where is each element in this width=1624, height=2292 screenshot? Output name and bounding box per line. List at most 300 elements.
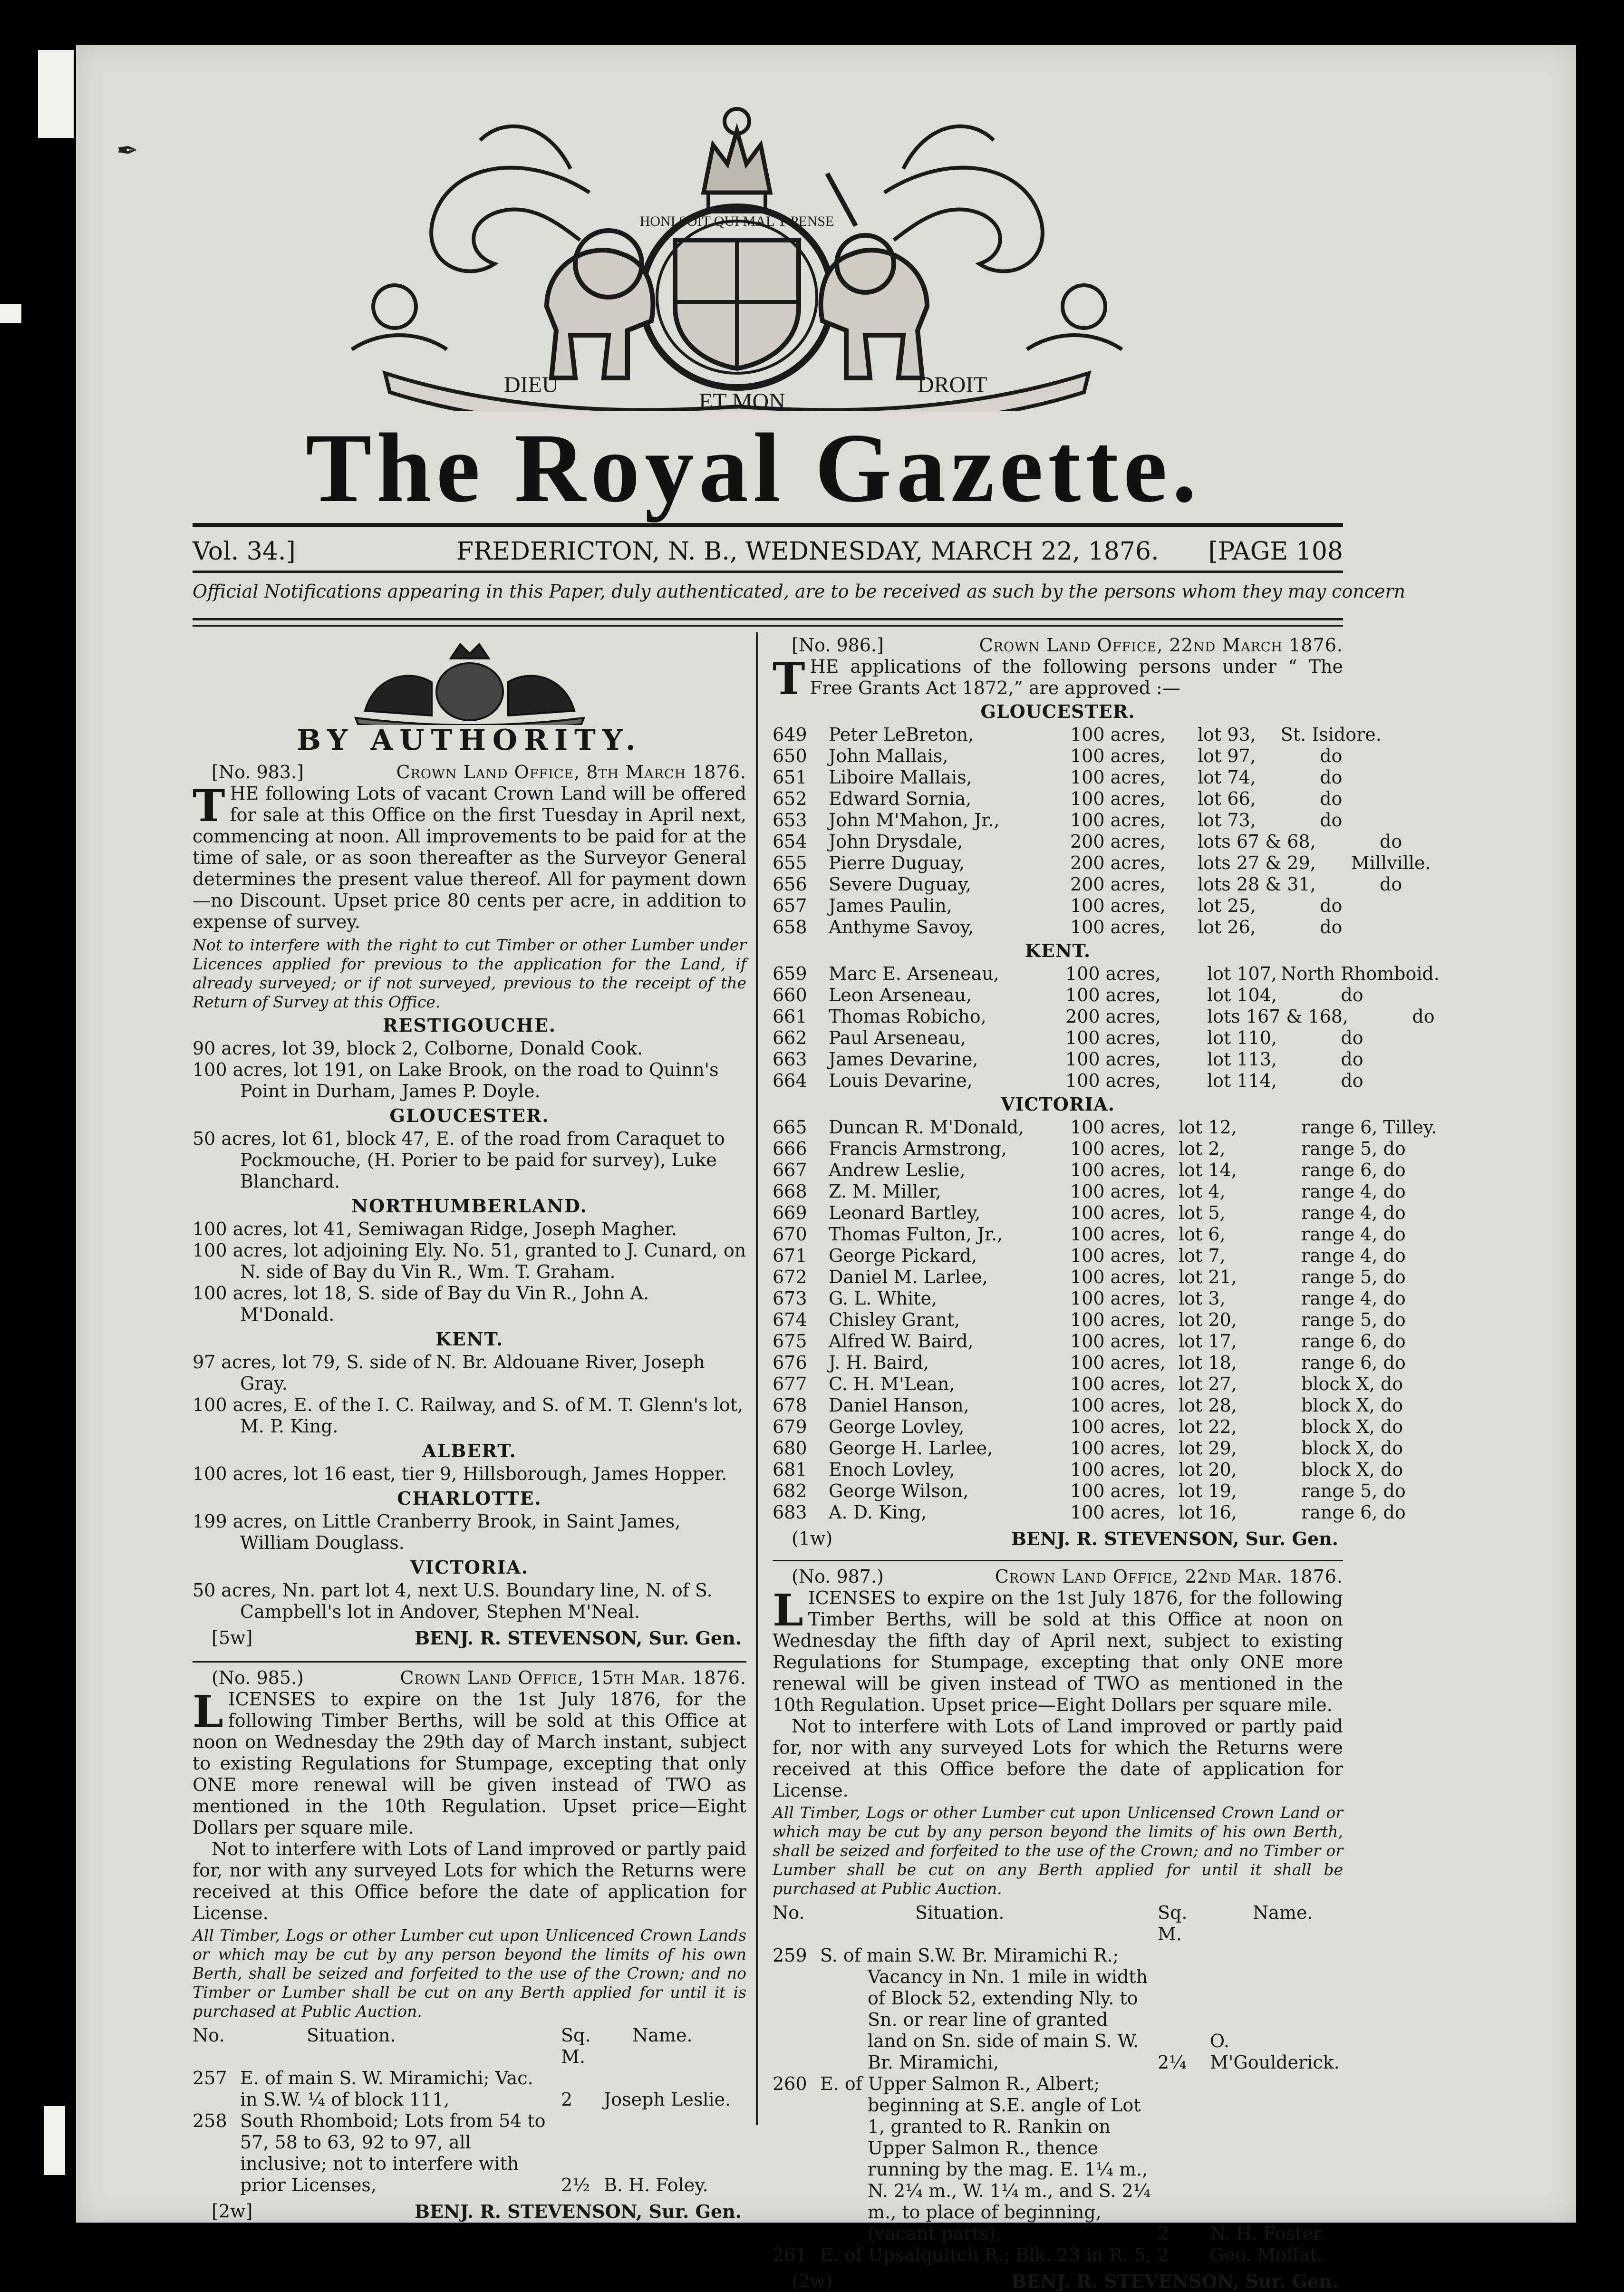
grant-lot: lot 16, [1179,1502,1237,1523]
grant-lot: lot 25, [1198,895,1256,916]
berth-sqm: 2 [1158,2223,1170,2244]
grant-name: Francis Armstrong, [829,1138,1007,1159]
signature: BENJ. R. STEVENSON, Sur. Gen. [414,2201,742,2222]
grant-no: 654 [773,831,807,852]
list-item [773,895,1343,917]
insertion-tag: (2w) [792,2271,833,2292]
grant-place: do [1320,745,1343,766]
list-item [773,1288,1406,1309]
grant-lot: lot 20, [1179,1309,1237,1330]
lot-entry: 50 acres, Nn. part lot 4, next U.S. Boundary line, N. of S. Campbell's lot in Andover, Stephen M'Neal. [193,1580,713,1622]
grant-name: Andrew Leslie, [829,1160,966,1180]
berth-table-header [773,1902,1343,1945]
grant-range: range 5, do [1301,1480,1406,1501]
grant-name: Liboire Mallais, [829,767,972,788]
grant-no: 668 [773,1181,807,1202]
county-heading: CHARLOTTE. [397,1488,542,1509]
grant-acres: 100 acres, [1070,767,1166,788]
grant-name: Leon Arseneau, [829,985,972,1006]
grant-lot: lot 74, [1198,767,1256,788]
grant-acres: 100 acres, [1070,1202,1166,1223]
signature-line [773,1528,1343,1549]
grant-no: 671 [773,1245,807,1266]
signature-line [773,2271,1343,2292]
list-item [773,1331,1406,1352]
by-authority-crest [337,639,603,725]
right-column [773,635,1440,2292]
lot-entry: 100 acres, lot adjoining Ely. No. 51, granted to J. Cunard, on N. side of Bay du Vin R., Wm. T. Graham. [193,1240,746,1282]
table-row [193,2068,746,2110]
grant-range: block X, do [1301,1395,1403,1416]
col-header-no: No. [773,1902,805,1923]
county-heading: VICTORIA. [1001,1093,1115,1115]
royal-coat-of-arms [323,83,1150,411]
county-heading: VICTORIA. [410,1557,529,1578]
grant-name: Enoch Lovley, [829,1459,955,1480]
grant-acres: 200 acres, [1070,831,1166,852]
grant-range: range 4, do [1301,1288,1406,1309]
grant-lot: lot 114, [1207,1070,1277,1091]
grant-acres: 100 acres, [1070,1160,1166,1180]
grant-acres: 100 acres, [1070,1373,1166,1394]
grant-acres: 100 acres, [1065,963,1161,984]
grant-no: 682 [773,1480,807,1501]
grant-range: range 6, do [1301,1331,1406,1352]
by-authority-heading: BY AUTHORITY. [297,724,642,757]
rule [193,1661,746,1663]
grant-range: block X, do [1301,1416,1403,1437]
grant-lot: lot 2, [1179,1138,1226,1159]
list-item [773,1416,1403,1438]
motto-et-mon: ET MON [699,389,785,411]
grant-name: Chisley Grant, [829,1309,960,1330]
grant-place: do [1320,810,1343,831]
grant-lot: lot 28, [1179,1395,1237,1416]
col-header-name: Name. [1253,1902,1313,1923]
grant-range: block X, do [1301,1438,1403,1459]
rule [193,571,1343,573]
berth-table-header [193,2025,746,2068]
berth-no: 258 [193,2110,227,2131]
list-item [773,1245,1406,1267]
table-row [193,2110,746,2196]
col-header-situation: Situation. [915,1902,1005,1923]
grant-no: 655 [773,852,807,873]
grant-place: do [1380,831,1402,852]
grant-range: range 4, do [1301,1202,1406,1223]
grant-lot: lot 17, [1179,1331,1237,1352]
grant-name: A. D. King, [829,1502,927,1523]
grant-name: Peter LeBreton, [829,724,974,745]
signature-line [193,2201,746,2222]
grant-acres: 100 acres, [1070,1459,1166,1480]
grant-place: do [1320,895,1343,916]
garter-motto: HONI SOIT QUI MAL Y PENSE [639,213,834,229]
grant-lot: lot 22, [1179,1416,1237,1437]
margin-tab [0,304,21,323]
grant-acres: 200 acres, [1070,874,1166,895]
county-heading: GLOUCESTER. [980,701,1135,722]
rule [193,523,1343,527]
lot-entry: 100 acres, lot 16 east, tier 9, Hillsborough, James Hopper. [193,1463,727,1484]
grant-name: Louis Devarine, [829,1070,973,1091]
grant-range: range 6, Tilley. [1301,1117,1437,1138]
notice-office: Crown Land Office, 22nd Mar. 1876. [995,1566,1343,1587]
grant-no: 678 [773,1395,807,1416]
grant-lot: lot 5, [1179,1202,1226,1223]
grant-acres: 100 acres, [1070,917,1166,938]
lot-entry: 50 acres, lot 61, block 47, E. of the road from Caraquet to Pockmouche, (H. Porier to be paid for survey), Luke Blanchard. [193,1128,725,1192]
grant-lot: lot 97, [1198,745,1256,766]
grant-acres: 100 acres, [1065,1027,1161,1048]
grant-no: 650 [773,745,807,766]
berth-situation: E. of Upsalquitch R.; Blk. 23 in R. 5, [820,2244,1151,2265]
grant-acres: 100 acres, [1065,1049,1161,1070]
berth-name: O. M'Goulderick. [1210,2031,1340,2073]
grant-lot: lot 20, [1179,1459,1237,1480]
notice-number: [No. 986.] [792,635,884,656]
lot-entry: 100 acres, lot 18, S. side of Bay du Vin R., John A. M'Donald. [193,1283,649,1325]
list-item [773,767,1343,788]
notice-body-text: HE applications of the following persons under “ The Free Grants Act 1872,” are approved :— [810,656,1343,698]
grant-no: 675 [773,1331,807,1352]
grant-name: George Pickard, [829,1245,977,1266]
list-item [773,963,1440,985]
grant-name: George H. Larlee, [829,1438,993,1459]
grant-place: do [1341,985,1363,1006]
grant-no: 674 [773,1309,807,1330]
grant-name: John M'Mahon, Jr., [829,810,1000,831]
grant-name: Alfred W. Baird, [829,1331,974,1352]
grant-name: J. H. Baird, [829,1352,929,1373]
drop-cap: T [193,780,225,832]
grant-range: range 6, do [1301,1160,1406,1180]
printer-mark-left: ✒ [116,135,138,165]
grant-place: North Rhomboid. [1281,963,1440,984]
grant-lot: lot 110, [1207,1027,1277,1048]
grant-name: John Mallais, [829,745,948,766]
grant-name: Daniel Hanson, [829,1395,969,1416]
berth-table [193,2068,746,2196]
grant-lot: lot 4, [1179,1181,1226,1202]
grant-name: Duncan R. M'Donald, [829,1117,1025,1138]
grant-place: do [1412,1006,1435,1027]
grant-acres: 100 acres, [1070,895,1166,916]
notice-header [773,1566,1343,1587]
grant-no: 683 [773,1502,807,1523]
grant-acres: 200 acres, [1065,1006,1161,1027]
grant-lot: lot 66, [1198,788,1256,809]
grant-range: range 4, do [1301,1245,1406,1266]
grant-list-victoria [773,1117,1437,1523]
grant-lot: lot 3, [1179,1288,1226,1309]
grant-acres: 100 acres, [1070,1224,1166,1245]
list-item [773,1138,1406,1160]
left-column [193,635,746,2222]
gazette-title: The Royal Gazette. [305,413,1201,522]
grant-place: do [1320,917,1343,938]
column-rule [756,632,758,2125]
grant-no: 669 [773,1202,807,1223]
grant-no: 672 [773,1267,807,1287]
grant-acres: 100 acres, [1070,1288,1166,1309]
berth-situation: South Rhomboid; Lots from 54 to 57, 58 to 63, 92 to 97, all inclusive; not to interfere with prior Licenses, [240,2110,546,2195]
grant-acres: 100 acres, [1065,1070,1161,1091]
grant-lot: lot 14, [1179,1160,1237,1180]
grant-place: do [1380,874,1402,895]
grant-acres: 100 acres, [1070,810,1166,831]
list-item [773,1395,1403,1416]
grant-no: 651 [773,767,807,788]
grant-list-gloucester [773,724,1431,938]
grant-acres: 100 acres, [1070,788,1166,809]
official-notice-line: Official Notifications appearing in this Paper, duly authenticated, are to be received as such by the persons whom they may concern [193,581,1406,602]
dateline-bar [193,535,1343,568]
berth-table [773,1945,1343,2266]
list-item [773,1006,1435,1027]
grant-acres: 100 acres, [1070,1331,1166,1352]
grant-name: Leonard Bartley, [829,1202,981,1223]
county-heading: KENT. [435,1328,504,1350]
grant-name: James Devarine, [829,1049,978,1070]
grant-name: John Drysdale, [829,831,963,852]
grant-lot: lot 27, [1179,1373,1237,1394]
lot-entry: 97 acres, lot 79, S. side of N. Br. Aldouane River, Joseph Gray. [193,1352,705,1394]
berth-no: 259 [773,1945,807,1966]
berth-situation: E. of Upper Salmon R., Albert; beginning at S.E. angle of Lot 1, granted to R. Rankin on Upper Salmon R., thence running by the mag. E. 1¼ m., N. 2¼ m., W. 1¼ m., and S. 2¼ m., to place of beginning, (vacant parts), [820,2073,1151,2244]
notice-body-text: HE following Lots of vacant Crown Land will be offered for sale at this Office on the first Tuesday in April next, commencing at noon. All improvements to be paid for at the time of sale, or as soon thereafter as the Surveyor General determines the present value thereof. All for payment down—no Discount. Upset price 80 cents per acre, in addition to expense of survey. [193,783,746,932]
grant-name: Marc E. Arseneau, [829,963,999,984]
grant-place: do [1341,1027,1363,1048]
table-row [773,2244,1343,2266]
berth-no: 260 [773,2073,807,2094]
list-item [773,1438,1403,1459]
notice-number: [No. 983.] [212,762,304,783]
list-item [773,874,1402,895]
grant-no: 677 [773,1373,807,1394]
list-item [773,831,1402,852]
rule [193,625,1343,627]
motto-dieu: DIEU [504,372,559,397]
grant-acres: 100 acres, [1070,1245,1166,1266]
lot-sections [193,1015,746,1623]
grant-lot: lot 73, [1198,810,1256,831]
grant-name: G. L. White, [829,1288,938,1309]
signature: BENJ. R. STEVENSON, Sur. Gen. [414,1627,742,1649]
grant-no: 666 [773,1138,807,1159]
signature: BENJ. R. STEVENSON, Sur. Gen. [1011,2271,1338,2292]
rule [773,1560,1343,1561]
table-row [773,1945,1343,2073]
grant-name: Thomas Fulton, Jr., [829,1224,1003,1245]
grant-acres: 100 acres, [1070,1352,1166,1373]
grant-no: 663 [773,1049,807,1070]
list-item [773,724,1382,745]
grant-acres: 100 acres, [1070,1395,1166,1416]
grant-acres: 100 acres, [1070,1438,1166,1459]
grant-acres: 100 acres, [1070,745,1166,766]
grant-no: 657 [773,895,807,916]
grant-no: 659 [773,963,807,984]
grant-lot: lot 12, [1179,1117,1237,1138]
list-item [773,1267,1406,1288]
lot-entry: 100 acres, E. of the I. C. Railway, and S. of M. T. Glenn's lot, M. P. King. [193,1394,744,1437]
volume-number: Vol. 34.] [193,537,296,566]
grant-lot: lots 27 & 29, [1198,852,1316,873]
grant-lot: lot 7, [1179,1245,1226,1266]
table-row [773,2073,1343,2244]
grant-range: range 5, do [1301,1309,1406,1330]
grant-no: 673 [773,1288,807,1309]
list-item [773,745,1343,767]
grant-place: Millville. [1351,852,1431,873]
notice-body-text: ICENSES to expire on the 1st July 1876, for the following Timber Berths, will be sold at this Office at noon on Wednesday the fifth day of April next, subject to existing Regulations for Stumpage, excepting that only ONE more renewal will be given instead of TWO as mentioned in the 10th Regulation. Upset price—Eight Dollars per square mile. [773,1587,1343,1715]
grant-name: James Paulin, [829,895,952,916]
grant-range: range 5, do [1301,1138,1406,1159]
grant-lot: lot 29, [1179,1438,1237,1459]
grant-acres: 100 acres, [1070,1416,1166,1437]
notice-header [773,635,1343,656]
list-item [773,1502,1406,1523]
grant-lot: lot 19, [1179,1480,1237,1501]
grant-range: range 6, do [1301,1502,1406,1523]
list-item [773,852,1431,874]
insertion-tag: (1w) [792,1528,833,1549]
grant-lot: lot 93, [1198,724,1256,745]
grant-range: range 4, do [1301,1181,1406,1202]
grant-range: range 4, do [1301,1224,1406,1245]
grant-range: block X, do [1301,1459,1403,1480]
berth-no: 261 [773,2244,807,2265]
county-heading: NORTHUMBERLAND. [351,1195,588,1217]
col-header-situation: Situation. [307,2025,396,2046]
grant-acres: 100 acres, [1070,1480,1166,1501]
list-item [773,810,1343,831]
motto-droit: DROIT [918,372,987,397]
lot-entry: 199 acres, on Little Cranberry Brook, in Saint James, William Douglass. [193,1511,681,1553]
grant-no: 652 [773,788,807,809]
grant-acres: 100 acres, [1070,1181,1166,1202]
notice-number: (No. 985.) [212,1667,304,1688]
insertion-tag: [5w] [212,1627,253,1648]
grant-place: St. Isidore. [1280,724,1382,745]
county-heading: RESTIGOUCHE. [382,1015,557,1036]
grant-name: George Lovley, [829,1416,965,1437]
notice-header [193,1667,746,1689]
grant-lot: lot 113, [1207,1049,1277,1070]
grant-acres: 100 acres, [1065,985,1161,1006]
county-heading: KENT. [1025,940,1091,961]
list-item [773,1309,1406,1331]
lot-entry: 100 acres, lot 191, on Lake Brook, on the road to Quinn's Point in Durham, James P. Doyle. [193,1059,719,1102]
notice-body-2: Not to interfere with Lots of Land improved or partly paid for, nor with any surveyed Lots for which the Returns were received at this Office before the date of application for License. [773,1716,1343,1801]
grant-no: 679 [773,1416,807,1437]
grant-name: Daniel M. Larlee, [829,1267,988,1287]
grant-acres: 200 acres, [1070,852,1166,873]
col-header-sqm: Sq. M. [1158,1902,1188,1944]
grant-lot: lots 67 & 68, [1198,831,1316,852]
grant-no: 670 [773,1224,807,1245]
grant-name: Paul Arseneau, [829,1027,966,1048]
list-item [773,1160,1406,1181]
berth-sqm: 2½ [561,2175,590,2195]
grant-no: 676 [773,1352,807,1373]
list-item [773,1049,1363,1070]
grant-range: block X, do [1301,1373,1403,1394]
notice-note: Not to interfere with the right to cut Timber or other Lumber under Licences applied for previous to the application for the Land, if already surveyed; or if not surveyed, previous to the receipt of the Return of Survey at this Office. [193,936,746,1011]
grant-no: 664 [773,1070,807,1091]
notice-body-text: ICENSES to expire on the 1st July 1876, for the following Timber Berths, will be sold at this Office at noon on Wednesday the 29th day of March instant, subject to existing Regulations for Stumpage, excepting that only ONE more renewal will be given instead of TWO as mentioned in the 10th Regulation. Upset price—Eight Dollars per square mile. [193,1689,746,1838]
berth-situation: E. of main S. W. Miramichi; Vac. in S.W. ¼ of block 111, [240,2068,533,2110]
grant-acres: 100 acres, [1070,724,1166,745]
grant-no: 681 [773,1459,807,1480]
dateline: FREDERICTON, N. B., WEDNESDAY, MARCH 22, 1876. [456,537,1159,566]
grant-place: do [1320,767,1343,788]
berth-name: N. H. Foster. [1210,2223,1325,2244]
notice-number: (No. 987.) [792,1566,884,1587]
grant-no: 658 [773,917,807,938]
grant-lot: lot 26, [1198,917,1256,938]
berth-name: B. H. Foley. [604,2175,708,2195]
signature-line [193,1627,746,1649]
county-heading: ALBERT. [422,1440,517,1461]
grant-acres: 100 acres, [1070,1502,1166,1523]
grant-lot: lot 107, [1207,963,1277,984]
grant-name: Edward Sornia, [829,788,972,809]
col-header-name: Name. [632,2025,693,2046]
berth-name: Geo. Moffat. [1210,2244,1324,2265]
drop-cap: L [193,1686,223,1737]
grant-no: 660 [773,985,807,1006]
grant-lot: lots 28 & 31, [1198,874,1316,895]
drop-cap: L [773,1585,803,1636]
grant-name: George Wilson, [829,1480,969,1501]
grant-range: range 6, do [1301,1352,1406,1373]
berth-sqm: 2¼ [1158,2052,1187,2073]
notice-body [773,1587,1343,1716]
lot-entry: 90 acres, lot 39, block 2, Colborne, Donald Cook. [193,1038,643,1059]
grant-acres: 100 acres, [1070,1309,1166,1330]
list-item [773,985,1363,1006]
grant-no: 656 [773,874,807,895]
insertion-tag: [2w] [212,2201,253,2222]
page-number: [PAGE 108 [1208,537,1343,566]
grant-no: 653 [773,810,807,831]
grant-no: 662 [773,1027,807,1048]
grant-name: C. H. M'Lean, [829,1373,955,1394]
list-item [773,1070,1363,1092]
rule [193,618,1343,620]
grant-name: Z. M. Miller, [829,1181,941,1202]
grant-lot: lots 167 & 168, [1207,1006,1349,1027]
grant-acres: 100 acres, [1070,1267,1166,1287]
col-header-no: No. [193,2025,225,2046]
notice-note: All Timber, Logs or other Lumber cut upon Unlicensed Crown Land or which may be cut by any person beyond the limits of his own Berth, shall be seized and forfeited to the use of the Crown; and no Timber or Lumber shall be cut on any Berth applied for until it shall be purchased at Public Auction. [773,1803,1343,1898]
col-header-sqm: Sq. M. [561,2025,591,2067]
notice-body-2: Not to interfere with Lots of Land improved or partly paid for, nor with any surveyed Lots for which the Returns were received at this Office before the date of application for License. [193,1838,746,1924]
list-item [773,1181,1406,1202]
grant-name: Severe Duguay, [829,874,972,895]
margin-tab [38,50,74,138]
list-item [773,1459,1403,1480]
notice-office: Crown Land Office, 15th Mar. 1876. [400,1667,746,1688]
list-item [773,788,1343,810]
grant-no: 680 [773,1438,807,1459]
grant-range: range 5, do [1301,1267,1406,1287]
county-heading: GLOUCESTER. [389,1105,550,1126]
list-item [773,1373,1403,1395]
list-item [773,917,1343,938]
